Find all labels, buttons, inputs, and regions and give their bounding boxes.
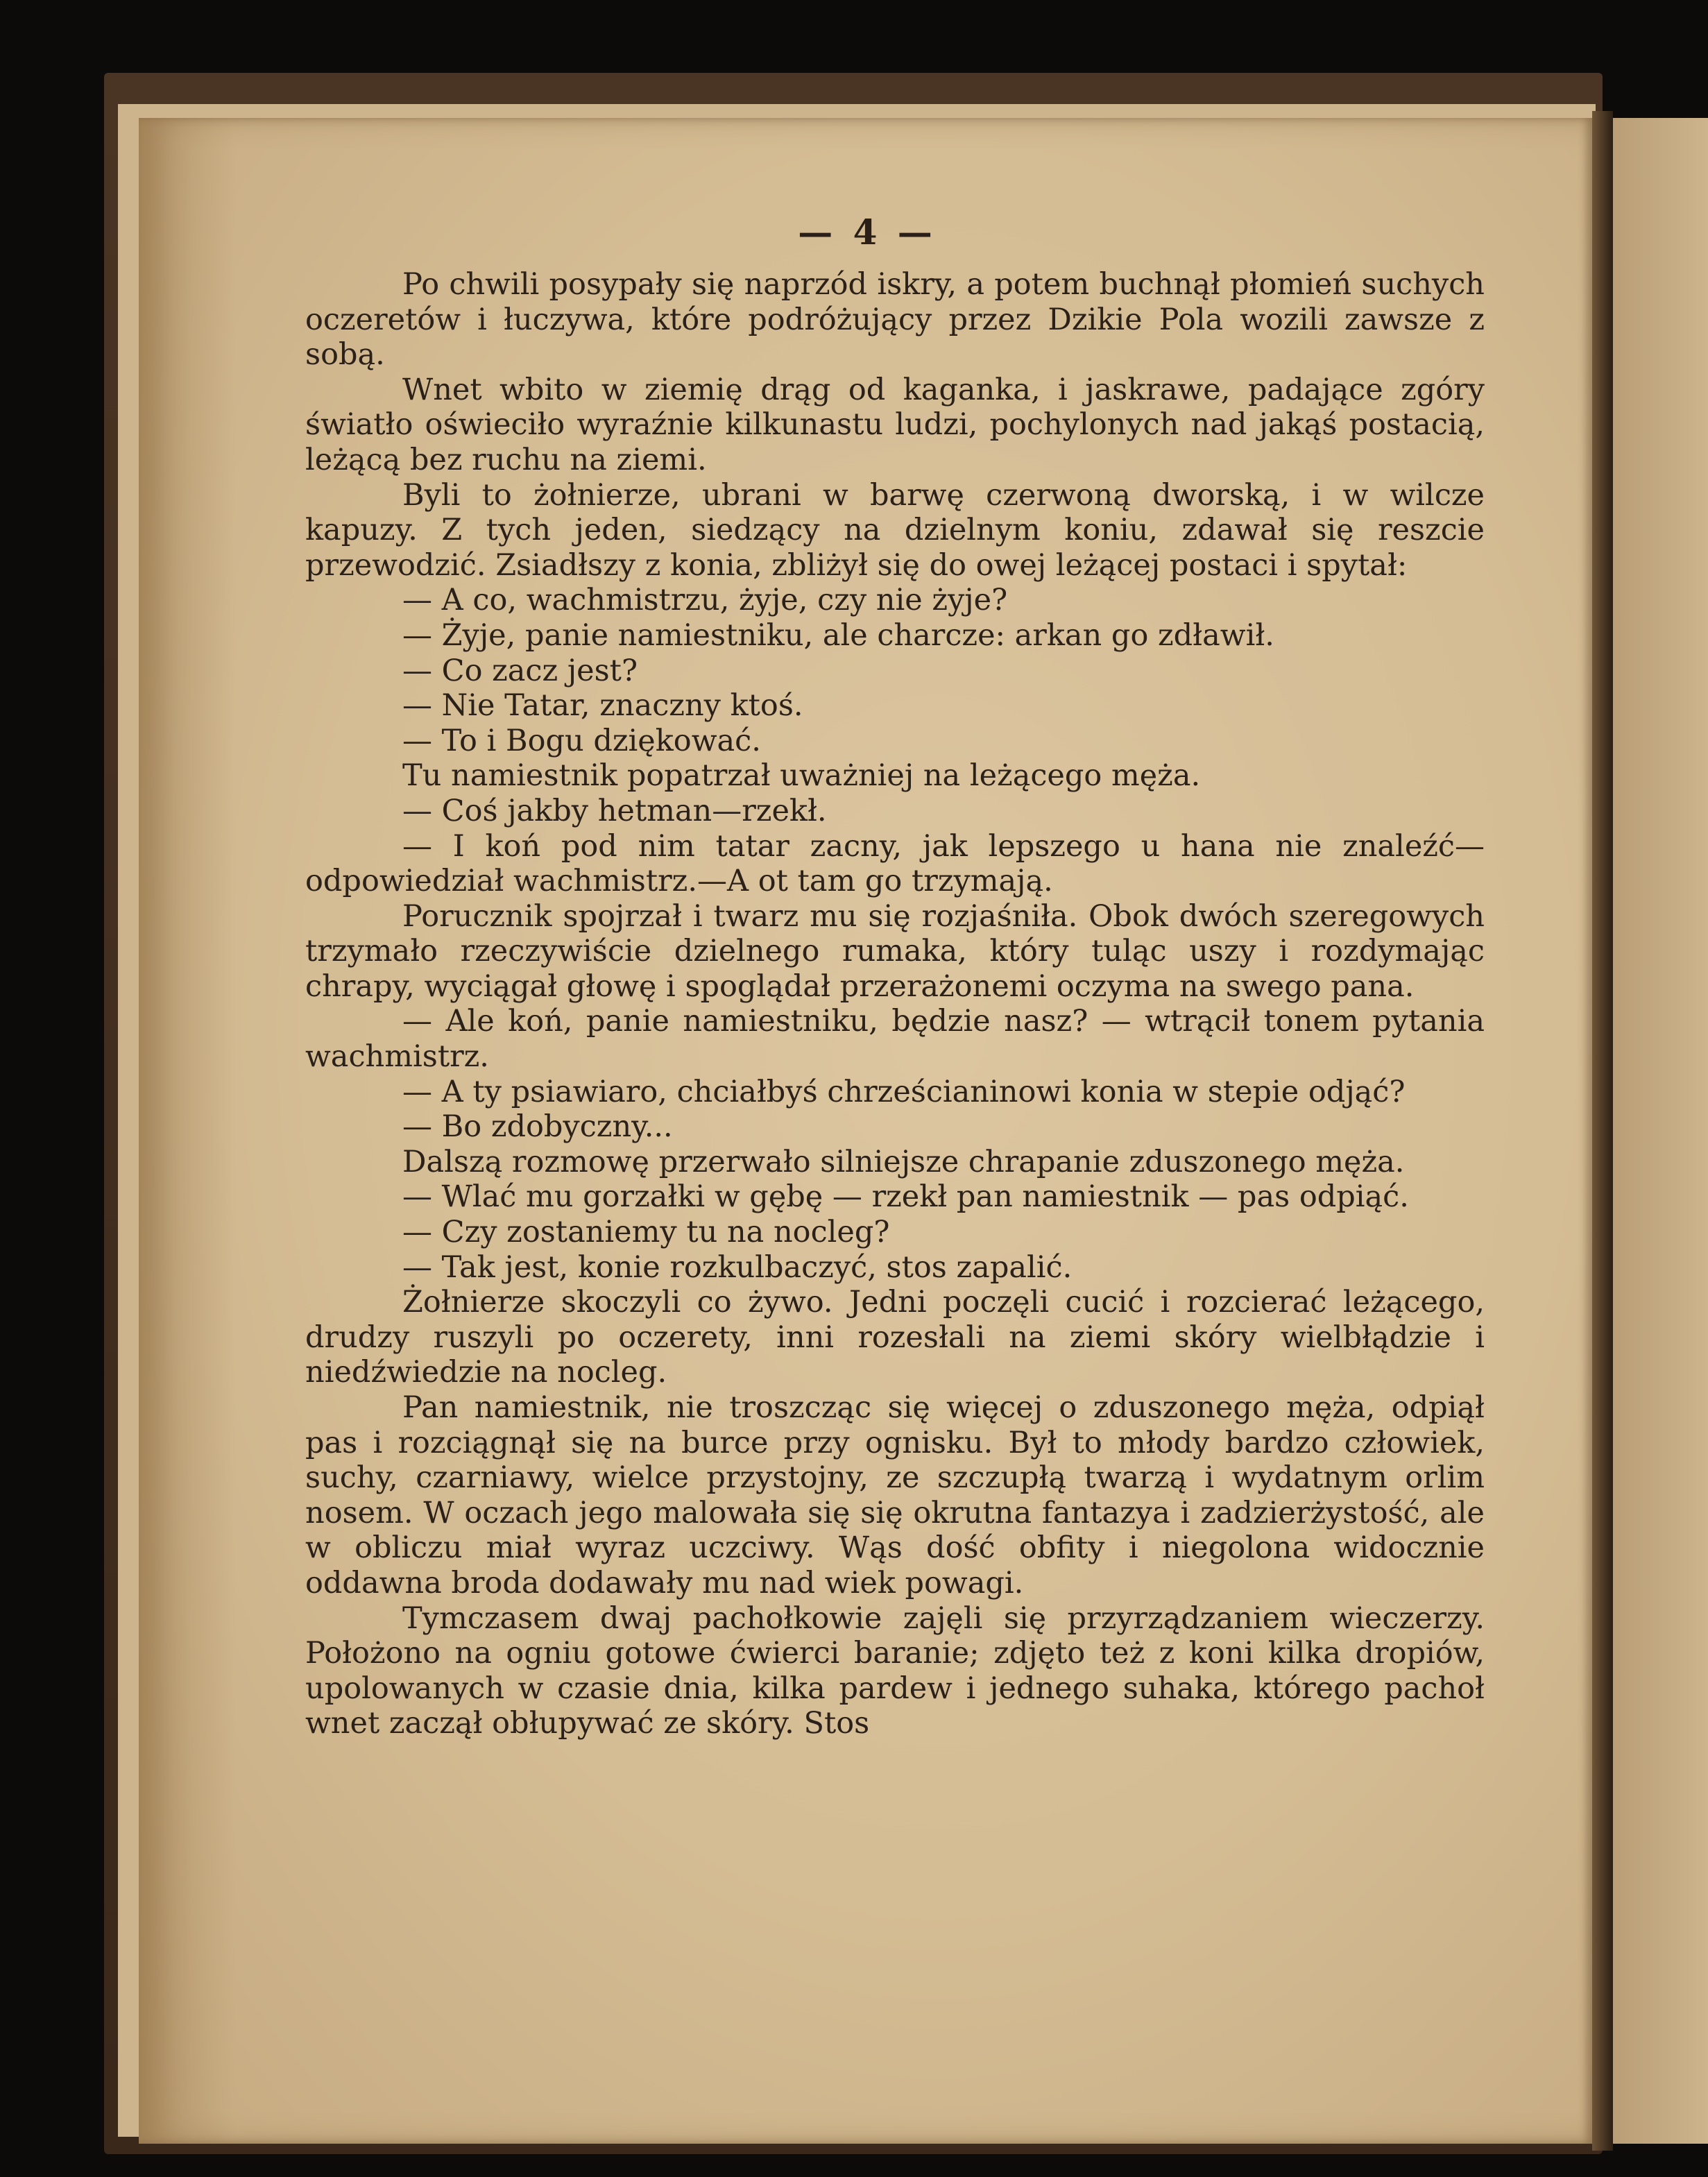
dialog-line: — Bo zdobyczny... (402, 1109, 673, 1145)
dialog-line: — Ale koń, panie namiestniku, będzie nasz? — wtrącił tonem pytania wachmistrz. (305, 1004, 1485, 1075)
dialog-line: — Tak jest, konie rozkulbaczyć, stos zapalić. (402, 1249, 1073, 1285)
paragraph: Pan namiestnik, nie troszcząc się więcej o zduszonego męża, odpiął pas i rozciągnął się na burce przy ognisku. Był to młody bardzo człowiek, suchy, czarniawy, wielce przystojny, ze szczupłą twarzą i wydatnym orlim nosem. W oczach jego malowała się się okrutna fantazya i zadzierżystość, ale w obliczu miał wyraz uczciwy. Wąs dość obfity i niegolona widocznie oddawna broda dodawały mu nad wiek powagi. (305, 1390, 1485, 1600)
dialog-line: — A co, wachmistrzu, żyje, czy nie żyje? (402, 583, 1008, 618)
book-gutter (1592, 111, 1613, 2151)
dialog-line: — Żyje, panie namiestniku, ale charcze: arkan go zdławił. (402, 617, 1274, 653)
paragraph: Po chwili posypały się naprzód iskry, a potem buchnął płomień suchych oczeretów i łuczywa, które podróżujący przez Dzikie Pola wozili zawsze z sobą. (305, 267, 1485, 373)
dialog-line: — To i Bogu dziękować. (402, 723, 761, 758)
page-stain (139, 118, 236, 2144)
dialog-line: — A ty psiawiaro, chciałbyś chrześcianinowi konia w stepie odjąć? (402, 1074, 1406, 1109)
paragraph: Tymczasem dwaj pachołkowie zajęli się przyrządzaniem wieczerzy. Położono na ogniu gotowe ćwierci baranie; zdjęto też z koni kilka dropiów, upolowanych w czasie dnia, kilka pardew i jednego suhaka, którego pachoł wnet zaczął obłupywać ze skóry. Stos (305, 1600, 1485, 1741)
body-text (305, 267, 1485, 1741)
page-number: — 4 — (798, 212, 937, 253)
dialog-line: — Czy zostaniemy tu na nocleg? (402, 1215, 890, 1250)
dialog-line: — Nie Tatar, znaczny ktoś. (402, 688, 803, 724)
paragraph: Żołnierze skoczyli co żywo. Jedni poczęli cucić i rozcierać leżącego, drudzy ruszyli po oczerety, inni rozesłali na ziemi skóry wielbłądzie i niedźwiedzie na nocleg. (305, 1285, 1485, 1390)
dialog-line: — Co zacz jest? (402, 653, 638, 688)
paragraph: Dalszą rozmowę przerwało silniejsze chrapanie zduszonego męża. (402, 1144, 1405, 1179)
paragraph: Byli to żołnierze, ubrani w barwę czerwoną dworską, i w wilcze kapuzy. Z tych jeden, siedzący na dzielnym koniu, zdawał się reszcie przewodzić. Zsiadłszy z konia, zbliżył się do owej leżącej postaci i spytał: (305, 477, 1485, 583)
facing-page-edge (1613, 118, 1708, 2144)
dialog-line: — I koń pod nim tatar zacny, jak lepszego u hana nie znaleźć—odpowiedział wachmistrz.—A ot tam go trzymają. (305, 828, 1485, 899)
paragraph: Tu namiestnik popatrzał uważniej na leżącego męża. (402, 758, 1201, 794)
paragraph: Wnet wbito w ziemię drąg od kaganka, i jaskrawe, padające zgóry światło oświeciło wyraźnie kilkunastu ludzi, pochylonych nad jakąś postacią, leżącą bez ruchu na ziemi. (305, 372, 1485, 477)
dialog-line: — Coś jakby hetman—rzekł. (402, 793, 827, 828)
paragraph: Porucznik spojrzał i twarz mu się rozjaśniła. Obok dwóch szeregowych trzymało rzeczywiście dzielnego rumaka, który tuląc uszy i rozdymając chrapy, wyciągał głowę i spoglądał przerażonemi oczyma na swego pana. (305, 898, 1485, 1004)
dialog-line: — Wlać mu gorzałki w gębę — rzekł pan namiestnik — pas odpiąć. (402, 1179, 1409, 1215)
